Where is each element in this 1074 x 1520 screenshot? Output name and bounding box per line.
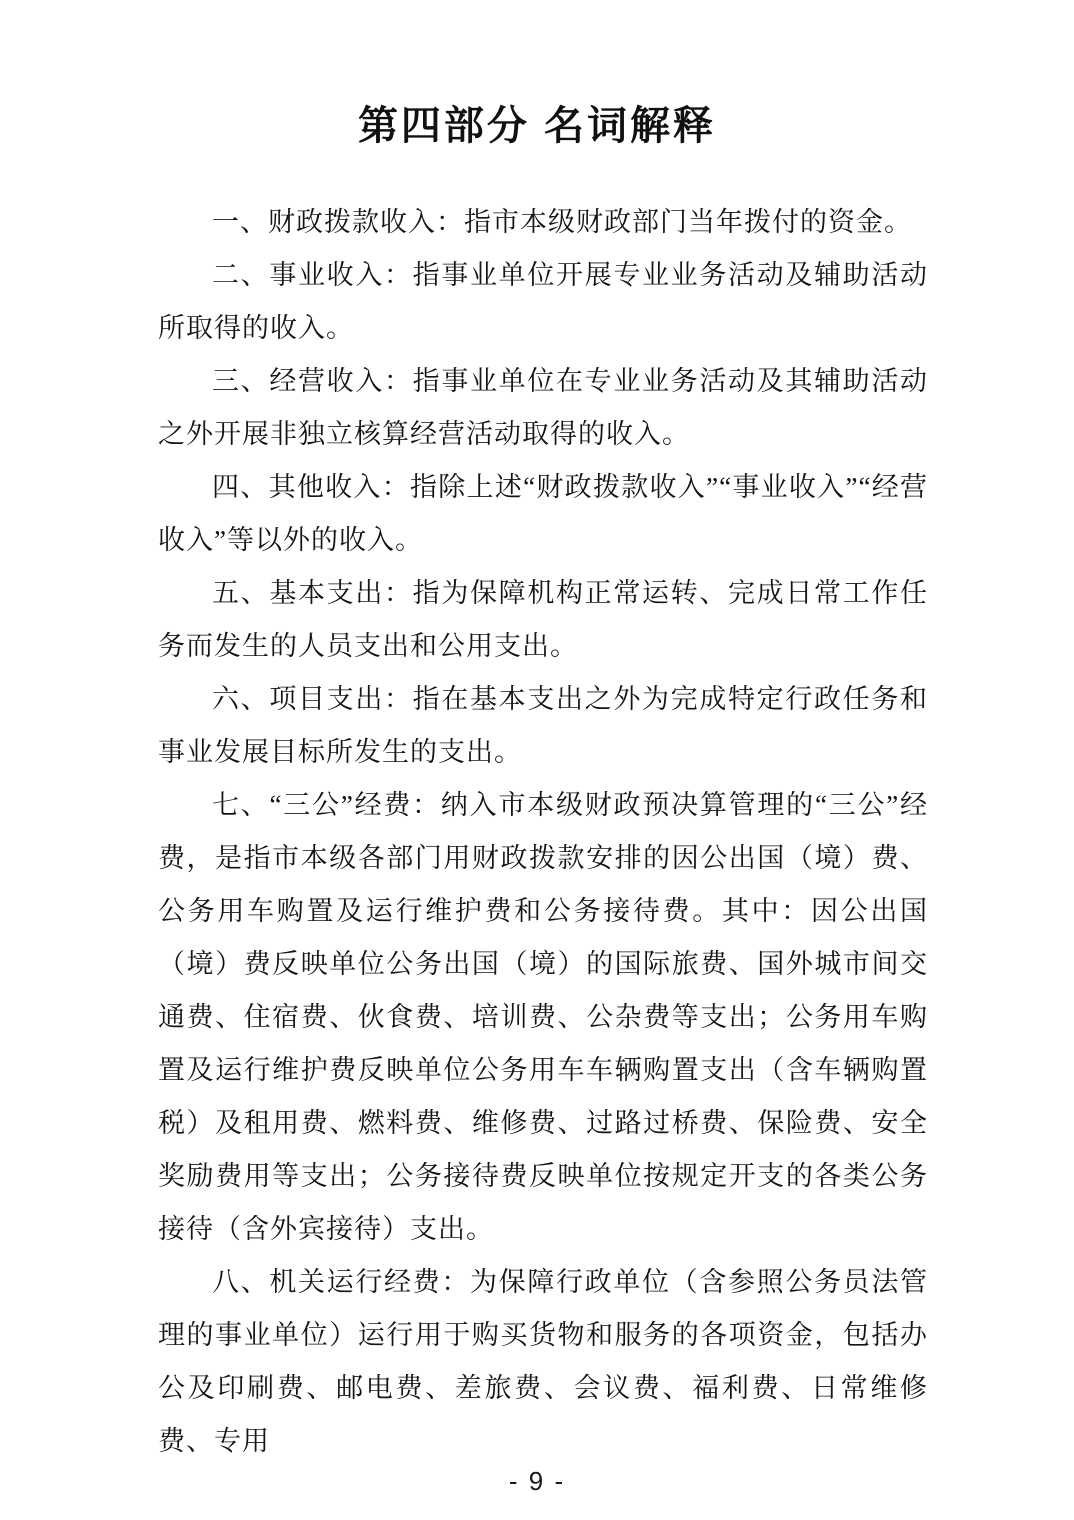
definitions-body — [158, 196, 928, 1468]
definition-paragraph: 三、经营收入：指事业单位在专业业务活动及其辅助活动之外开展非独立核算经营活动取得的收入。 — [158, 366, 928, 449]
definition-paragraph: 五、基本支出：指为保障机构正常运转、完成日常工作任务而发生的人员支出和公用支出。 — [158, 578, 928, 661]
definition-paragraph: 七、“三公”经费：纳入市本级财政预决算管理的“三公”经费，是指市本级各部门用财政拨款安排的因公出国（境）费、公务用车购置及运行维护费和公务接待费。其中：因公出国（境）费反映单位公务出国（境）的国际旅费、国外城市间交通费、住宿费、伙食费、培训费、公杂费等支出；公务用车购置及运行维护费反映单位公务用车车辆购置支出（含车辆购置税）及租用费、燃料费、维修费、过路过桥费、保险费、安全奖励费用等支出；公务接待费反映单位按规定开支的各类公务接待（含外宾接待）支出。 — [158, 790, 928, 1244]
page-title: 第四部分 名词解释 — [357, 104, 717, 148]
definition-paragraph: 八、机关运行经费：为保障行政单位（含参照公务员法管理的事业单位）运行用于购买货物和服务的各项资金，包括办公及印刷费、邮电费、差旅费、会议费、福利费、日常维修费、专用 — [158, 1267, 928, 1456]
definition-paragraph: 四、其他收入：指除上述“财政拨款收入”“事业收入”“经营收入”等以外的收入。 — [158, 472, 928, 555]
definition-paragraph: 一、财政拨款收入：指市本级财政部门当年拨付的资金。 — [212, 207, 912, 237]
definition-paragraph: 二、事业收入：指事业单位开展专业业务活动及辅助活动所取得的收入。 — [158, 260, 928, 343]
definition-paragraph: 六、项目支出：指在基本支出之外为完成特定行政任务和事业发展目标所发生的支出。 — [158, 684, 928, 767]
page-number: - 9 - — [508, 1466, 566, 1496]
